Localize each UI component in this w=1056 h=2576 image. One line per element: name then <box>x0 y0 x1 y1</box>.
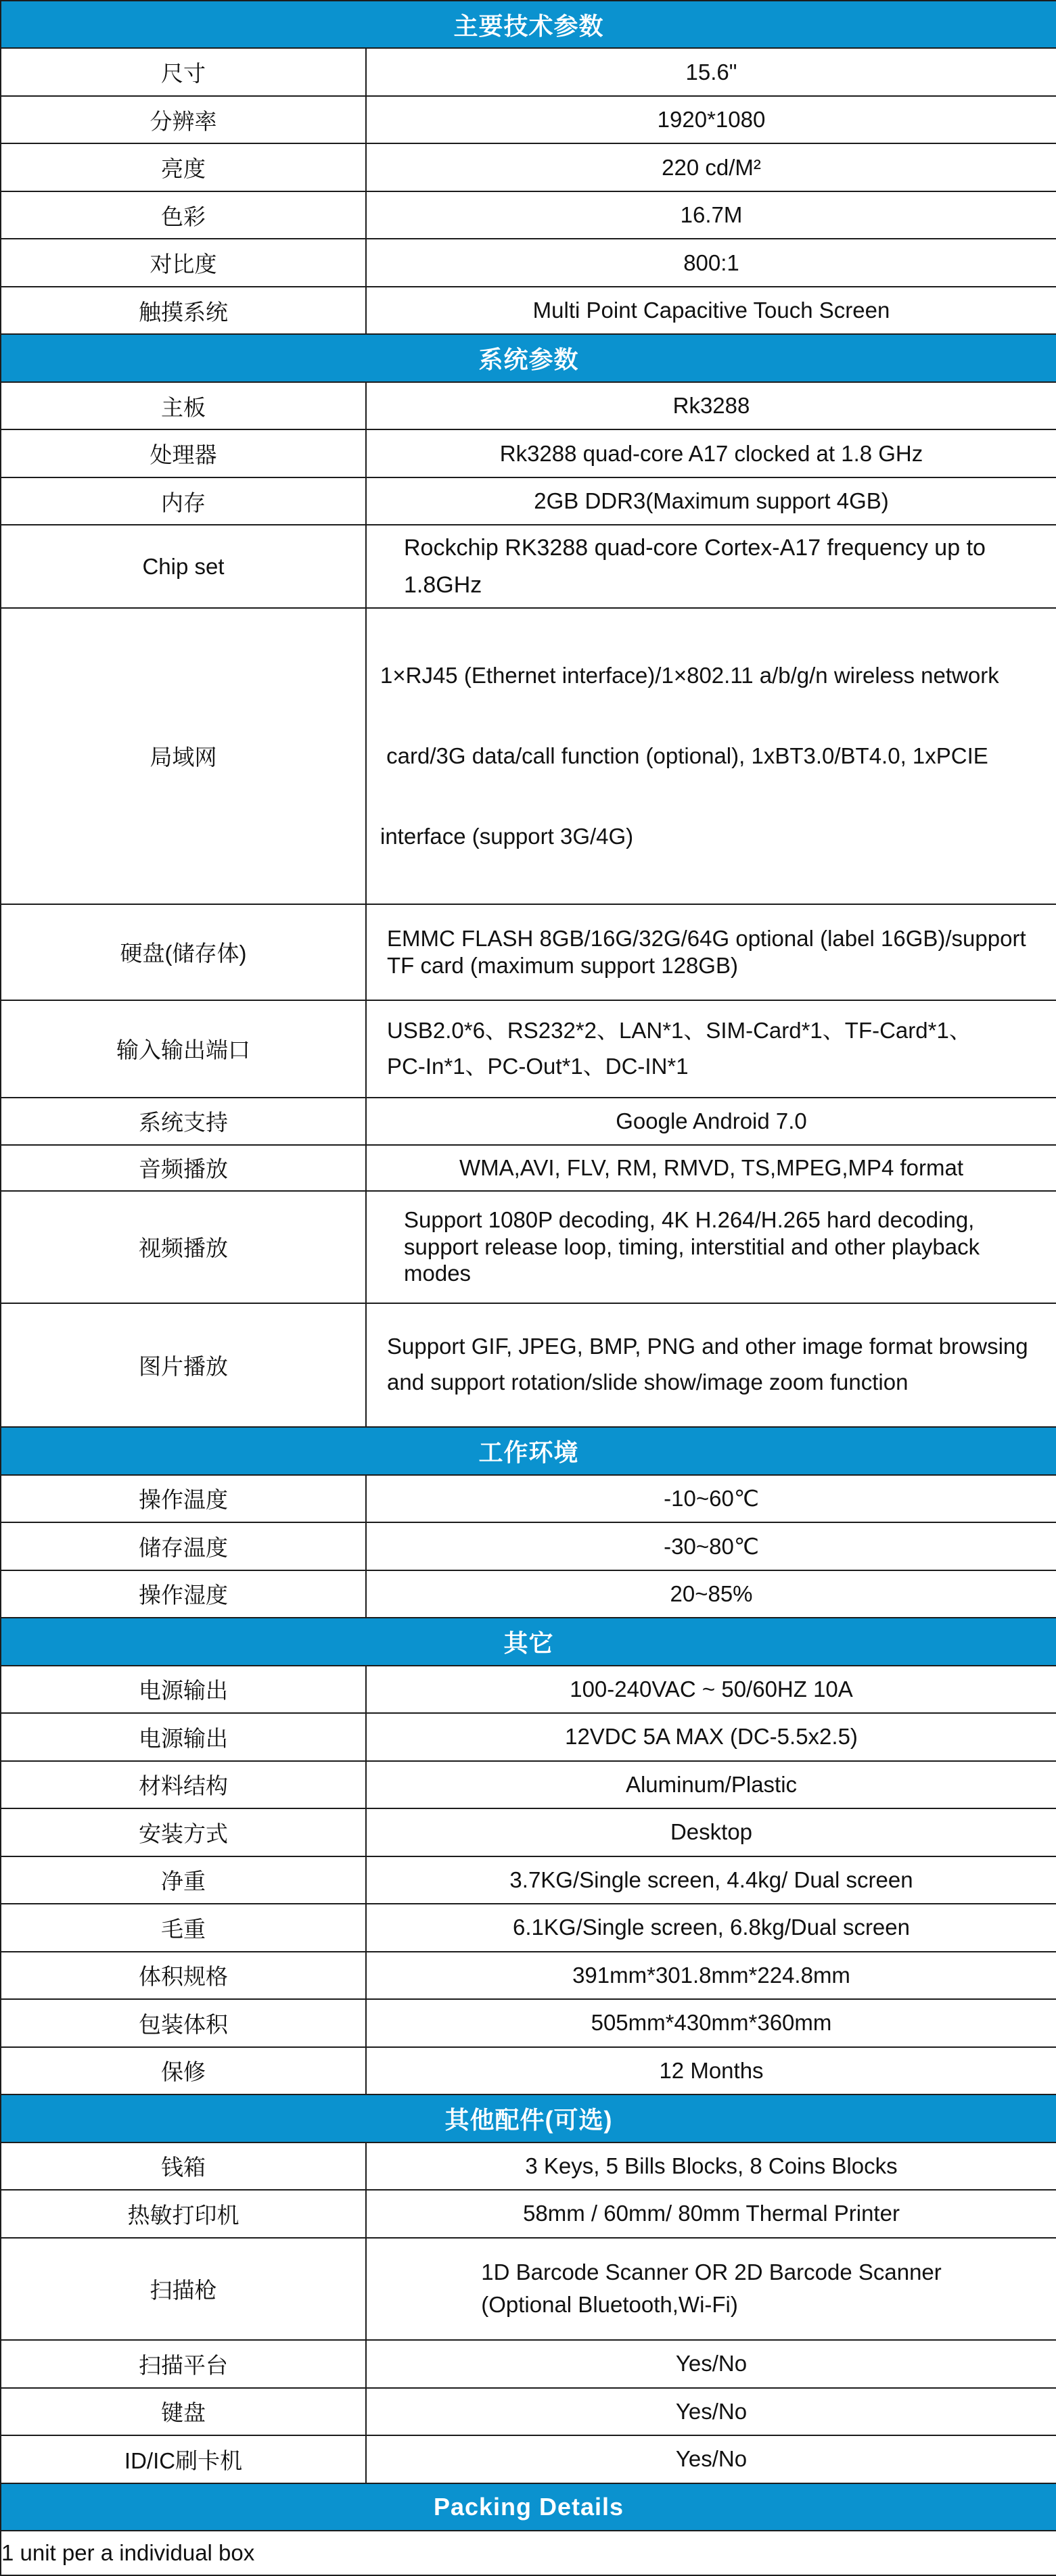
table-row <box>1 429 1056 477</box>
row-label: 内存 <box>1 477 366 525</box>
section-title: Packing Details <box>1 2483 1056 2531</box>
row-label: ID/IC刷卡机 <box>1 2435 366 2483</box>
row-label: 局域网 <box>1 608 366 904</box>
table-row <box>1 1999 1056 2047</box>
table-row <box>1 287 1056 334</box>
packing-value: 1 unit per a individual box <box>1 2531 1056 2575</box>
table-row <box>1 191 1056 239</box>
row-value <box>366 1303 1056 1427</box>
value-line: USB2.0*6、RS232*2、LAN*1、SIM-Card*1、TF-Card*1、 <box>387 1017 971 1043</box>
row-label: 包装体积 <box>1 1999 366 2047</box>
value-line: Support 1080P decoding, 4K H.264/H.265 hard decoding, <box>404 1207 975 1233</box>
section-title: 工作环境 <box>1 1427 1056 1475</box>
row-label: 操作湿度 <box>1 1570 366 1618</box>
row-value: 3 Keys, 5 Bills Blocks, 8 Coins Blocks <box>366 2142 1056 2190</box>
table-row <box>1 1000 1056 1098</box>
table-row <box>1 48 1056 96</box>
table-row <box>1 1713 1056 1761</box>
row-value: Yes/No <box>366 2388 1056 2435</box>
row-value: WMA,AVI, FLV, RM, RMVD, TS,MPEG,MP4 format <box>366 1145 1056 1191</box>
row-label: 亮度 <box>1 143 366 191</box>
table-row <box>1 904 1056 1000</box>
row-value: 15.6" <box>366 48 1056 96</box>
table-row <box>1 1303 1056 1427</box>
row-value: 20~85% <box>366 1570 1056 1618</box>
row-value: Aluminum/Plastic <box>366 1761 1056 1808</box>
row-value <box>366 1000 1056 1098</box>
row-value: 100-240VAC ~ 50/60HZ 10A <box>366 1666 1056 1713</box>
row-label: 热敏打印机 <box>1 2190 366 2238</box>
row-label: 扫描枪 <box>1 2238 366 2340</box>
table-row <box>1 2388 1056 2435</box>
row-label: 操作温度 <box>1 1475 366 1522</box>
row-label: 系统支持 <box>1 1098 366 1145</box>
value-line: EMMC FLASH 8GB/16G/32G/64G optional (label 16GB)/support <box>387 925 1026 951</box>
row-value: Rk3288 <box>366 382 1056 429</box>
table-row <box>1 1098 1056 1145</box>
table-row <box>1 1761 1056 1808</box>
row-label: Chip set <box>1 525 366 608</box>
row-label: 硬盘(储存体) <box>1 904 366 1000</box>
row-value: Desktop <box>366 1808 1056 1856</box>
table-row <box>1 2190 1056 2238</box>
row-value <box>366 525 1056 608</box>
section-header-main-tech <box>1 1 1056 48</box>
row-value: Rk3288 quad-core A17 clocked at 1.8 GHz <box>366 429 1056 477</box>
table-row <box>1 1145 1056 1191</box>
table-row <box>1 2435 1056 2483</box>
section-title: 主要技术参数 <box>1 1 1056 48</box>
row-value: Yes/No <box>366 2435 1056 2483</box>
row-label: 触摸系统 <box>1 287 366 334</box>
table-row <box>1 608 1056 904</box>
value-line: Rockchip RK3288 quad-core Cortex-A17 frequency up to <box>404 535 986 561</box>
row-value: -30~80℃ <box>366 1522 1056 1570</box>
row-label: 毛重 <box>1 1904 366 1952</box>
table-row <box>1 1952 1056 1999</box>
table-row <box>1 239 1056 287</box>
section-header-system <box>1 334 1056 382</box>
row-label: 输入输出端口 <box>1 1000 366 1098</box>
row-value <box>366 608 1056 904</box>
value-line: card/3G data/call function (optional), 1xBT3.0/BT4.0, 1xPCIE <box>380 743 988 768</box>
value-line: 1×RJ45 (Ethernet interface)/1×802.11 a/b/g/n wireless network <box>380 663 999 688</box>
row-value: Google Android 7.0 <box>366 1098 1056 1145</box>
table-row <box>1 2340 1056 2388</box>
table-row <box>1 382 1056 429</box>
value-line: 1D Barcode Scanner OR 2D Barcode Scanner <box>481 2259 942 2285</box>
row-label: 安装方式 <box>1 1808 366 1856</box>
row-label: 键盘 <box>1 2388 366 2435</box>
section-header-other <box>1 1618 1056 1666</box>
value-line: interface (support 3G/4G) <box>380 823 634 849</box>
row-label: 钱箱 <box>1 2142 366 2190</box>
row-label: 音频播放 <box>1 1145 366 1191</box>
row-label: 尺寸 <box>1 48 366 96</box>
row-value: 58mm / 60mm/ 80mm Thermal Printer <box>366 2190 1056 2238</box>
row-label: 体积规格 <box>1 1952 366 1999</box>
value-line: (Optional Bluetooth,Wi-Fi) <box>481 2292 738 2318</box>
row-value <box>366 904 1056 1000</box>
row-value: 3.7KG/Single screen, 4.4kg/ Dual screen <box>366 1856 1056 1904</box>
row-label: 电源输出 <box>1 1713 366 1761</box>
section-header-accessories <box>1 2094 1056 2142</box>
table-row <box>1 1904 1056 1952</box>
row-value: 1920*1080 <box>366 96 1056 143</box>
row-label: 净重 <box>1 1856 366 1904</box>
row-value: 6.1KG/Single screen, 6.8kg/Dual screen <box>366 1904 1056 1952</box>
value-line: Support GIF, JPEG, BMP, PNG and other image format browsing <box>387 1334 1028 1359</box>
row-label: 分辨率 <box>1 96 366 143</box>
row-value: 16.7M <box>366 191 1056 239</box>
table-row <box>1 525 1056 608</box>
row-label: 主板 <box>1 382 366 429</box>
value-line: modes <box>404 1261 472 1286</box>
row-label: 视频播放 <box>1 1191 366 1303</box>
section-title: 其他配件(可选) <box>1 2094 1056 2142</box>
row-value <box>366 2238 1056 2340</box>
table-row <box>1 96 1056 143</box>
table-row <box>1 477 1056 525</box>
row-label: 对比度 <box>1 239 366 287</box>
row-value: Yes/No <box>366 2340 1056 2388</box>
row-value: -10~60℃ <box>366 1475 1056 1522</box>
table-row <box>1 1475 1056 1522</box>
table-row <box>1 1808 1056 1856</box>
row-value: 2GB DDR3(Maximum support 4GB) <box>366 477 1056 525</box>
value-line: PC-In*1、PC-Out*1、DC-IN*1 <box>387 1053 689 1079</box>
table-row <box>1 2142 1056 2190</box>
value-line: support release loop, timing, interstitial and other playback <box>404 1234 980 1259</box>
row-label: 色彩 <box>1 191 366 239</box>
row-value: 12VDC 5A MAX (DC-5.5x2.5) <box>366 1713 1056 1761</box>
value-line: and support rotation/slide show/image zoom function <box>387 1369 909 1395</box>
table-row <box>1 1522 1056 1570</box>
section-title: 系统参数 <box>1 334 1056 382</box>
row-value: 12 Months <box>366 2047 1056 2094</box>
value-line: 1.8GHz <box>404 571 482 598</box>
row-value: 800:1 <box>366 239 1056 287</box>
row-value: Multi Point Capacitive Touch Screen <box>366 287 1056 334</box>
row-value: 505mm*430mm*360mm <box>366 1999 1056 2047</box>
row-label: 材料结构 <box>1 1761 366 1808</box>
table-row <box>1 2531 1056 2575</box>
row-label: 电源输出 <box>1 1666 366 1713</box>
table-row <box>1 1856 1056 1904</box>
row-label: 扫描平台 <box>1 2340 366 2388</box>
row-label: 处理器 <box>1 429 366 477</box>
value-line: TF card (maximum support 128GB) <box>387 952 738 978</box>
row-value: 220 cd/M² <box>366 143 1056 191</box>
value-block <box>481 2256 942 2321</box>
table-row <box>1 1191 1056 1303</box>
row-label: 保修 <box>1 2047 366 2094</box>
table-row <box>1 1570 1056 1618</box>
table-row <box>1 2047 1056 2094</box>
row-value <box>366 1191 1056 1303</box>
row-value: 391mm*301.8mm*224.8mm <box>366 1952 1056 1999</box>
table-row <box>1 1666 1056 1713</box>
row-label: 图片播放 <box>1 1303 366 1427</box>
table-row <box>1 143 1056 191</box>
section-header-packing <box>1 2483 1056 2531</box>
table-row <box>1 2238 1056 2340</box>
section-title: 其它 <box>1 1618 1056 1666</box>
row-label: 储存温度 <box>1 1522 366 1570</box>
section-header-environment <box>1 1427 1056 1475</box>
